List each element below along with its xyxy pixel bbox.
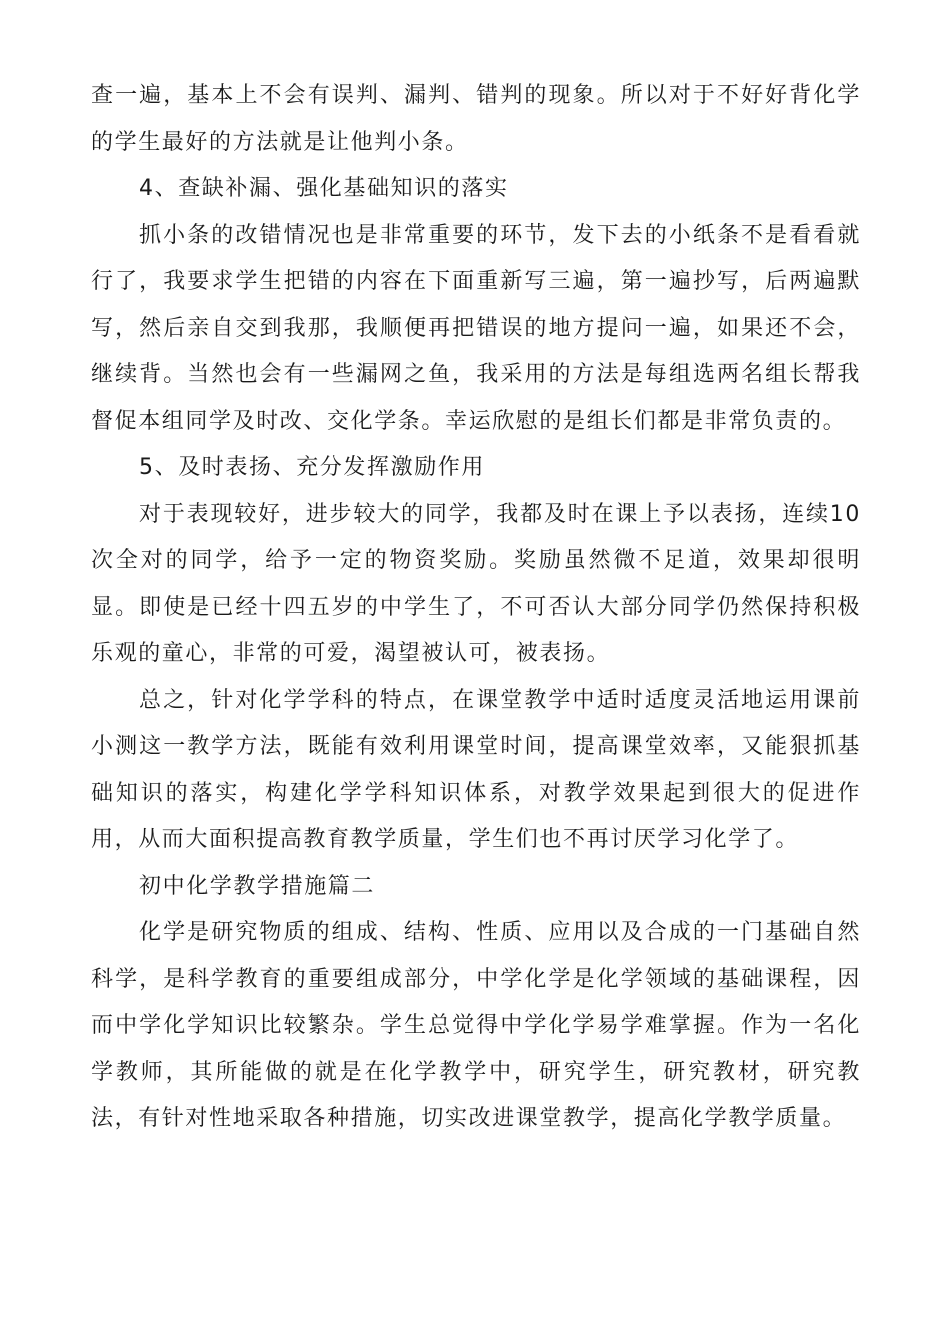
section-heading-4: 4、查缺补漏、强化基础知识的落实 [139,176,509,201]
section-heading-5: 5、及时表扬、充分发挥激励作用 [139,455,485,480]
document-body [91,73,861,1143]
paragraph-intro: 化学是研究物质的组成、结构、性质、应用以及合成的一门基础自然科学，是科学教育的重要组成部分，中学化学是化学领域的基础课程，因而中学化学知识比较繁杂。学生总觉得中学化学易学难掌握。作为一名化学教师，其所能做的就是在化学教学中，研究学生，研究教材，研究教法，有针对性地采取各种措施，切实改进课堂教学，提高化学教学质量。 [91,920,861,1131]
article-title-part-two: 初中化学教学措施篇二 [139,873,376,899]
paragraph-praise: 对于表现较好，进步较大的同学，我都及时在课上予以表扬，连续10次全对的同学，给予一定的物资奖励。奖励虽然微不足道，效果却很明显。即使是已经十四五岁的中学生了，不可否认大部分同学仍然保持积极乐观的童心，非常的可爱，渴望被认可，被表扬。 [91,501,861,666]
paragraph-correction: 抓小条的改错情况也是非常重要的环节，发下去的小纸条不是看看就行了，我要求学生把错的内容在下面重新写三遍，第一遍抄写，后两遍默写，然后亲自交到我那，我顺便再把错误的地方提问一遍，如果还不会，继续背。当然也会有一些漏网之鱼，我采用的方法是每组选两名组长帮我督促本组同学及时改、交化学条。幸运欣慰的是组长们都是非常负责的。 [91,222,861,434]
paragraph-continuation: 查一遍，基本上不会有误判、漏判、错判的现象。所以对于不好好背化学的学生最好的方法就是让他判小条。 [91,83,861,155]
paragraph-summary: 总之，针对化学学科的特点，在课堂教学中适时适度灵活地运用课前小测这一教学方法，既能有效利用课堂时间，提高课堂效率，又能狠抓基础知识的落实，构建化学学科知识体系，对教学效果起到很大的促进作用，从而大面积提高教育教学质量，学生们也不再讨厌学习化学了。 [91,687,861,852]
